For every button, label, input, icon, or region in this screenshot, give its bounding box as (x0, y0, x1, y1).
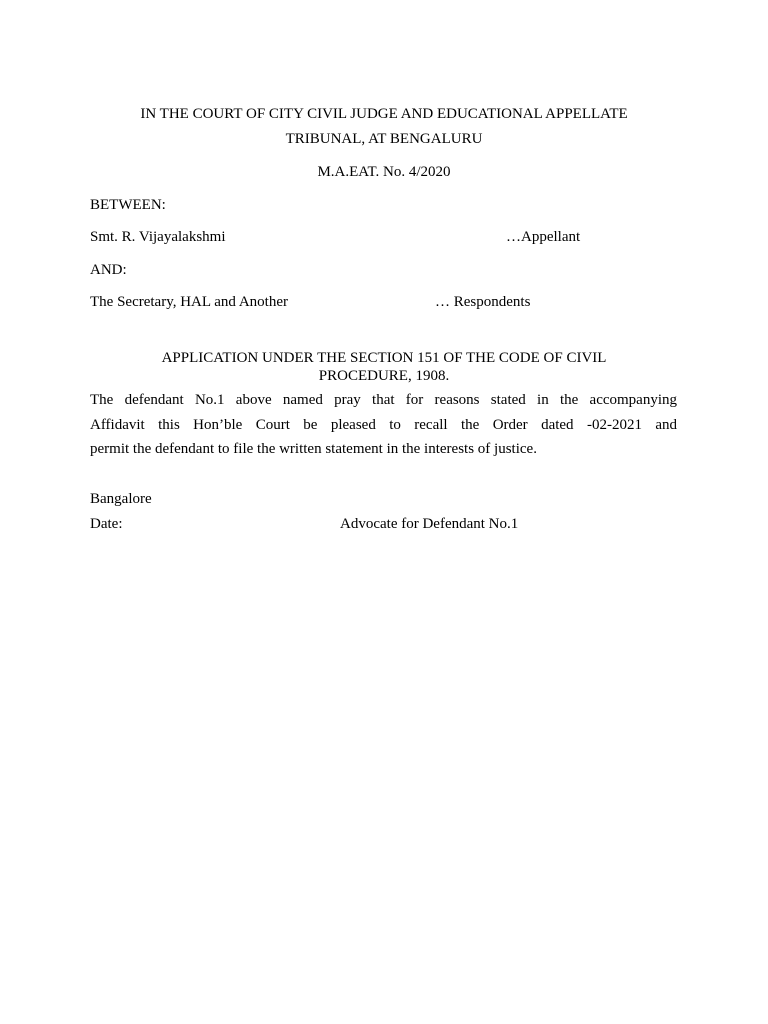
body-line: The defendant No.1 above named pray that for reasons stated in the accompanying (90, 392, 677, 408)
application-title-line-1: APPLICATION UNDER THE SECTION 151 OF THE CODE OF CIVIL (161, 350, 607, 366)
date-label: Date: (90, 516, 123, 532)
body-line: permit the defendant to file the written statement in the interests of justice. (90, 441, 537, 457)
respondents-role: … Respondents (435, 294, 531, 310)
appellant-name: Smt. R. Vijayalakshmi (90, 229, 226, 245)
between-label: BETWEEN: (90, 197, 166, 213)
court-heading-line-1: IN THE COURT OF CITY CIVIL JUDGE AND EDUCATIONAL APPELLATE (140, 106, 628, 122)
appellant-role: …Appellant (506, 229, 581, 245)
case-number: M.A.EAT. No. 4/2020 (317, 164, 451, 180)
place: Bangalore (90, 491, 152, 507)
signatory: Advocate for Defendant No.1 (340, 516, 519, 532)
respondents-name: The Secretary, HAL and Another (90, 294, 288, 310)
and-label: AND: (90, 262, 127, 278)
application-title-line-2: PROCEDURE, 1908. (318, 368, 450, 384)
court-heading-line-2: TRIBUNAL, AT BENGALURU (285, 131, 483, 147)
application-body (90, 388, 677, 462)
body-line: Affidavit this Hon’ble Court be pleased to recall the Order dated -02-2021 and (90, 416, 677, 433)
